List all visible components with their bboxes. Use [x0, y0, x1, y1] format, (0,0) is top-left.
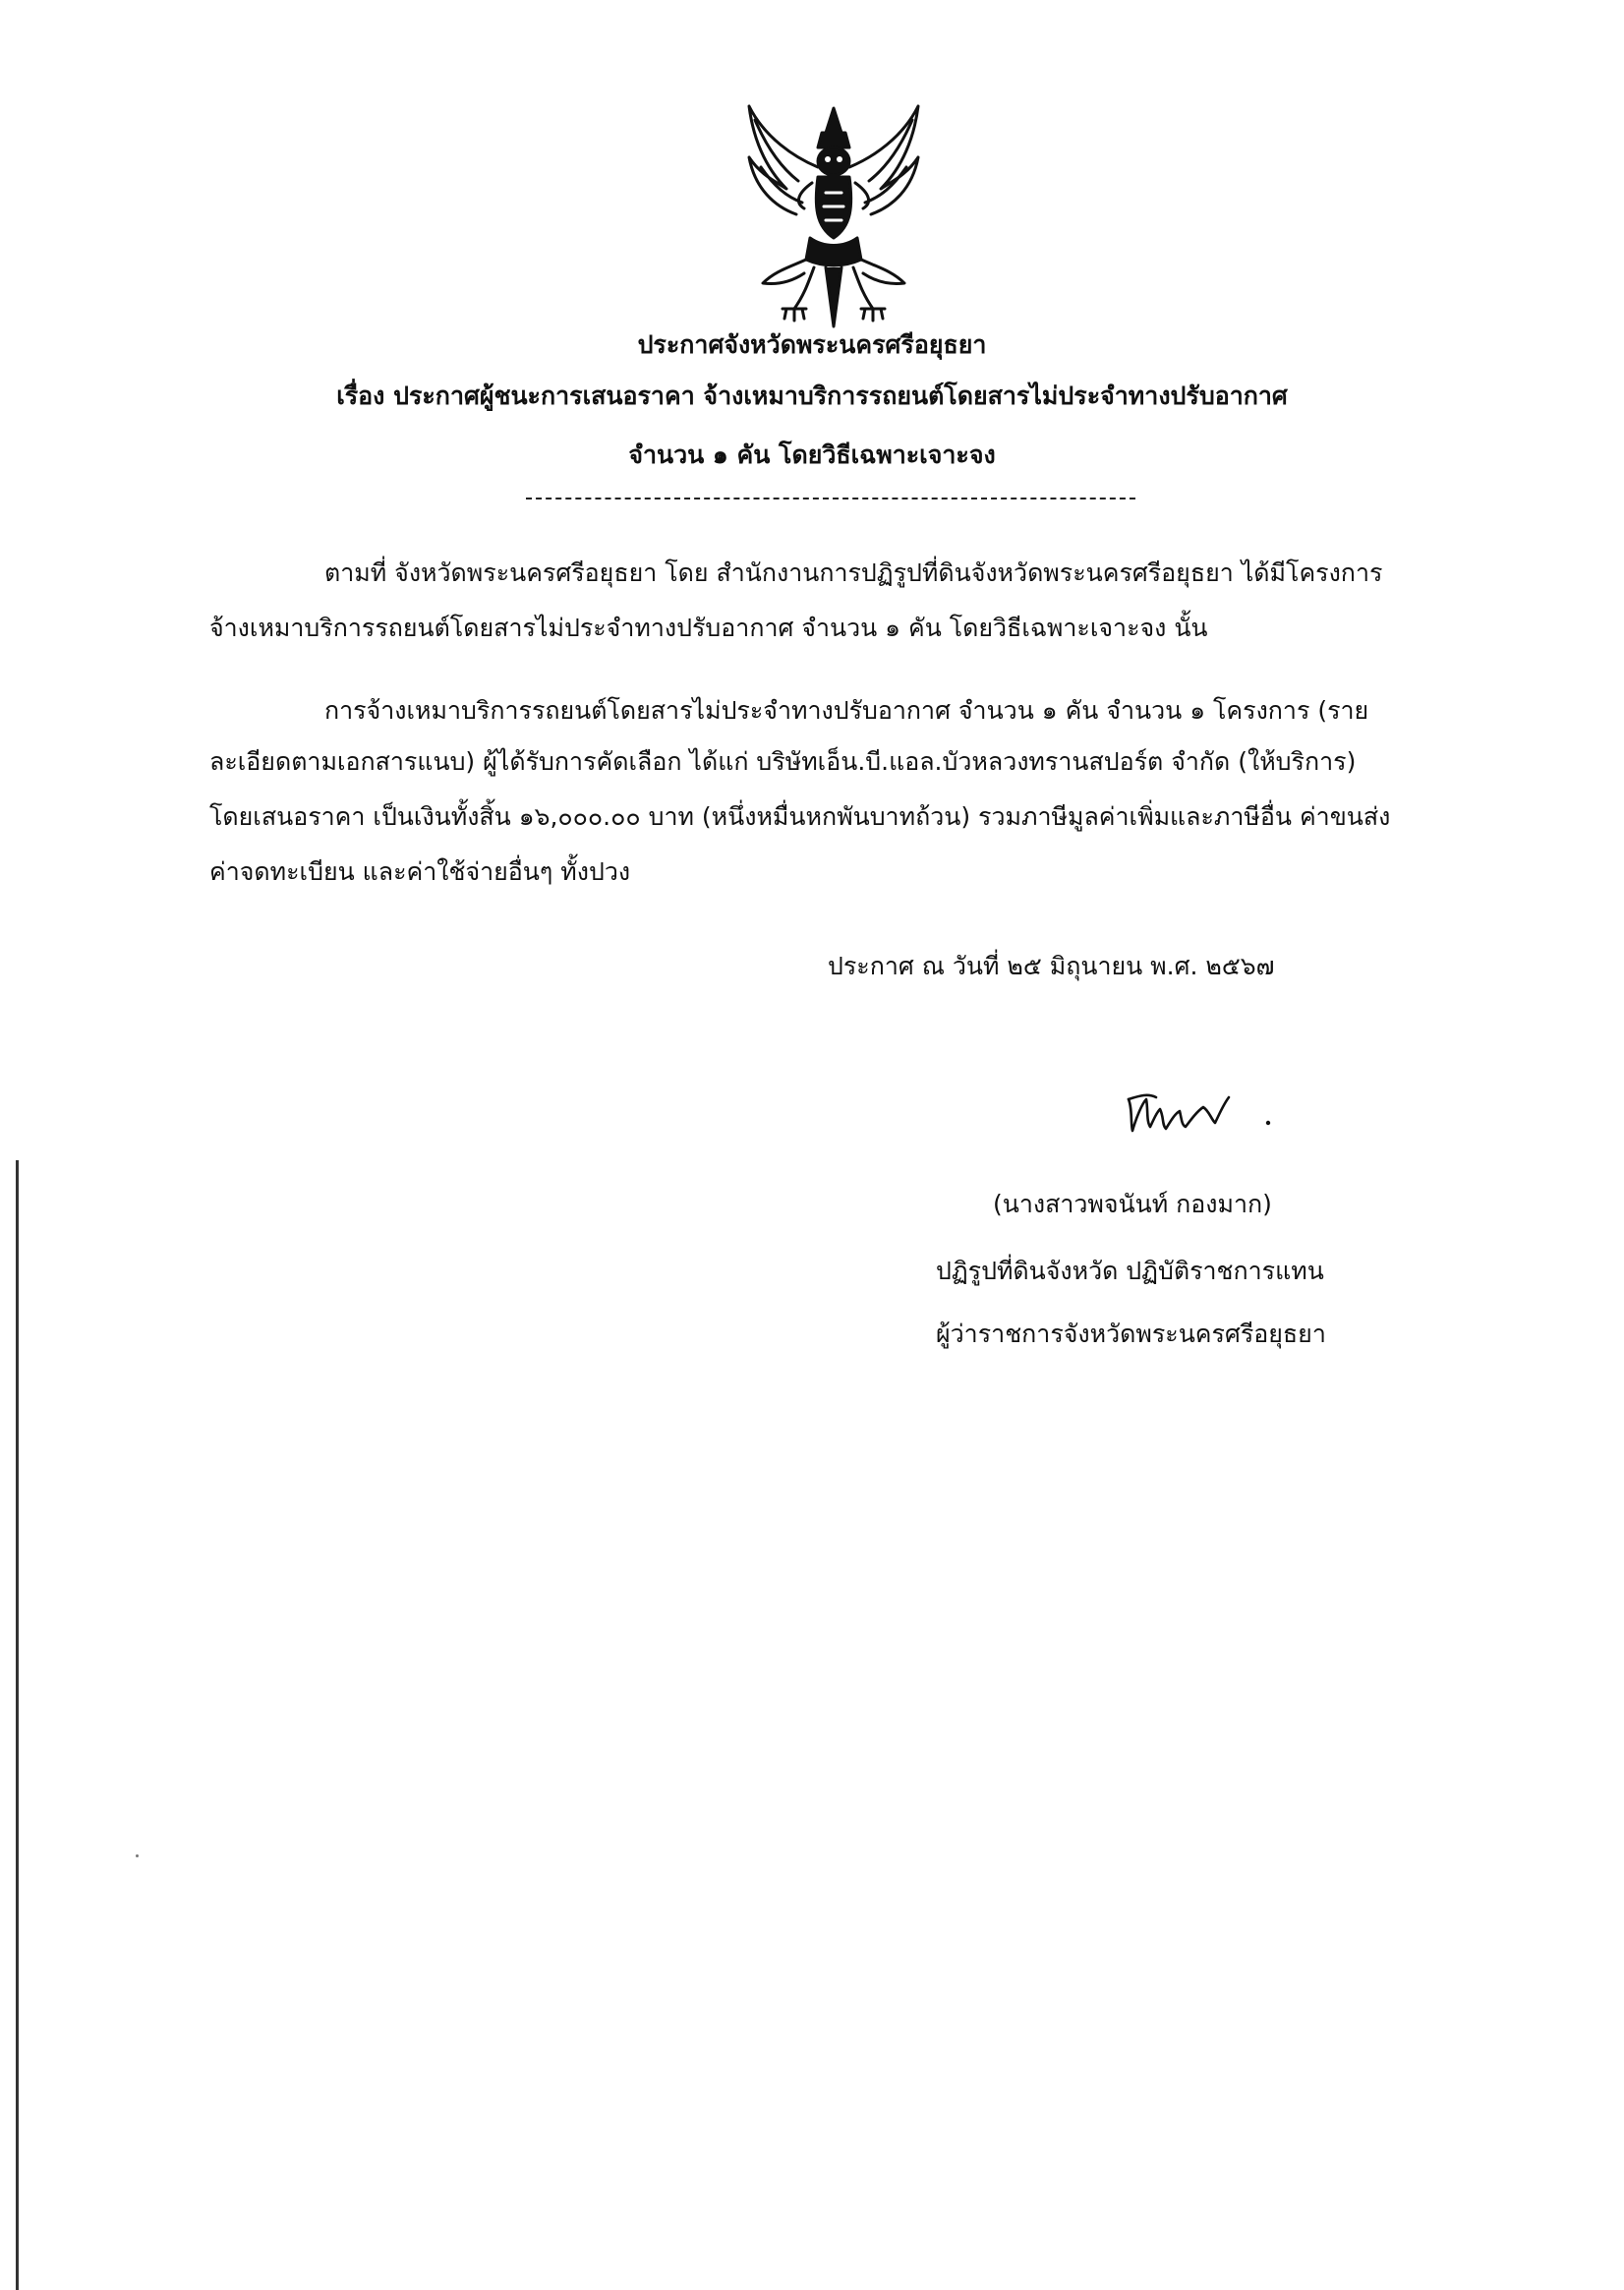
signer-position-1: ปฏิรูปที่ดินจังหวัด ปฏิบัติราชการแทน: [936, 1257, 1324, 1285]
subject-line-2: จำนวน ๑ คัน โดยวิธีเฉพาะเจาะจง: [628, 440, 996, 469]
announce-date: ประกาศ ณ วันที่ ๒๕ มิถุนายน พ.ศ. ๒๕๖๗: [828, 952, 1275, 980]
para2-line1: การจ้างเหมาบริการรถยนต์โดยสารไม่ประจำทางปรับอากาศ จำนวน ๑ คัน จำนวน ๑ โครงการ (ราย: [324, 696, 1369, 725]
scan-edge-line: [16, 1160, 19, 2290]
scan-speck: [136, 1854, 139, 1857]
para2-line4: ค่าจดทะเบียน และค่าใช้จ่ายอื่นๆ ทั้งปวง: [209, 857, 631, 886]
para1-line1: ตามที่ จังหวัดพระนครศรีอยุธยา โดย สำนักงานการปฏิรูปที่ดินจังหวัดพระนครศรีอยุธยา ได้มีโครงการ: [324, 558, 1383, 587]
para2-line2: ละเอียดตามเอกสารแนบ) ผู้ได้รับการคัดเลือก ได้แก่ บริษัทเอ็น.บี.แอล.บัวหลวงทรานสปอร์ต จำกัด (ให้บริการ): [209, 747, 1357, 776]
signer-position-2: ผู้ว่าราชการจังหวัดพระนครศรีอยุธยา: [936, 1320, 1326, 1348]
garuda-emblem-icon: [735, 98, 932, 334]
page-title: ประกาศจังหวัดพระนครศรีอยุธยา: [637, 330, 987, 359]
para2-line3: โดยเสนอราคา เป็นเงินทั้งสิ้น ๑๖,๐๐๐.๐๐ บาท (หนึ่งหมื่นหกพันบาทถ้วน) รวมภาษีมูลค่าเพิ่มและภาษีอื่น ค่าขนส่ง: [209, 802, 1391, 831]
divider: [526, 498, 1135, 499]
subject-line: เรื่อง ประกาศผู้ชนะการเสนอราคา จ้างเหมาบริการรถยนต์โดยสารไม่ประจำทางปรับอากาศ: [336, 382, 1288, 410]
handwritten-signature-icon: [1121, 1080, 1278, 1139]
signer-name: (นางสาวพจนันท์ กองมาก): [993, 1190, 1272, 1218]
para1-line2: จ้างเหมาบริการรถยนต์โดยสารไม่ประจำทางปรับอากาศ จำนวน ๑ คัน โดยวิธีเฉพาะเจาะจง นั้น: [209, 614, 1208, 642]
